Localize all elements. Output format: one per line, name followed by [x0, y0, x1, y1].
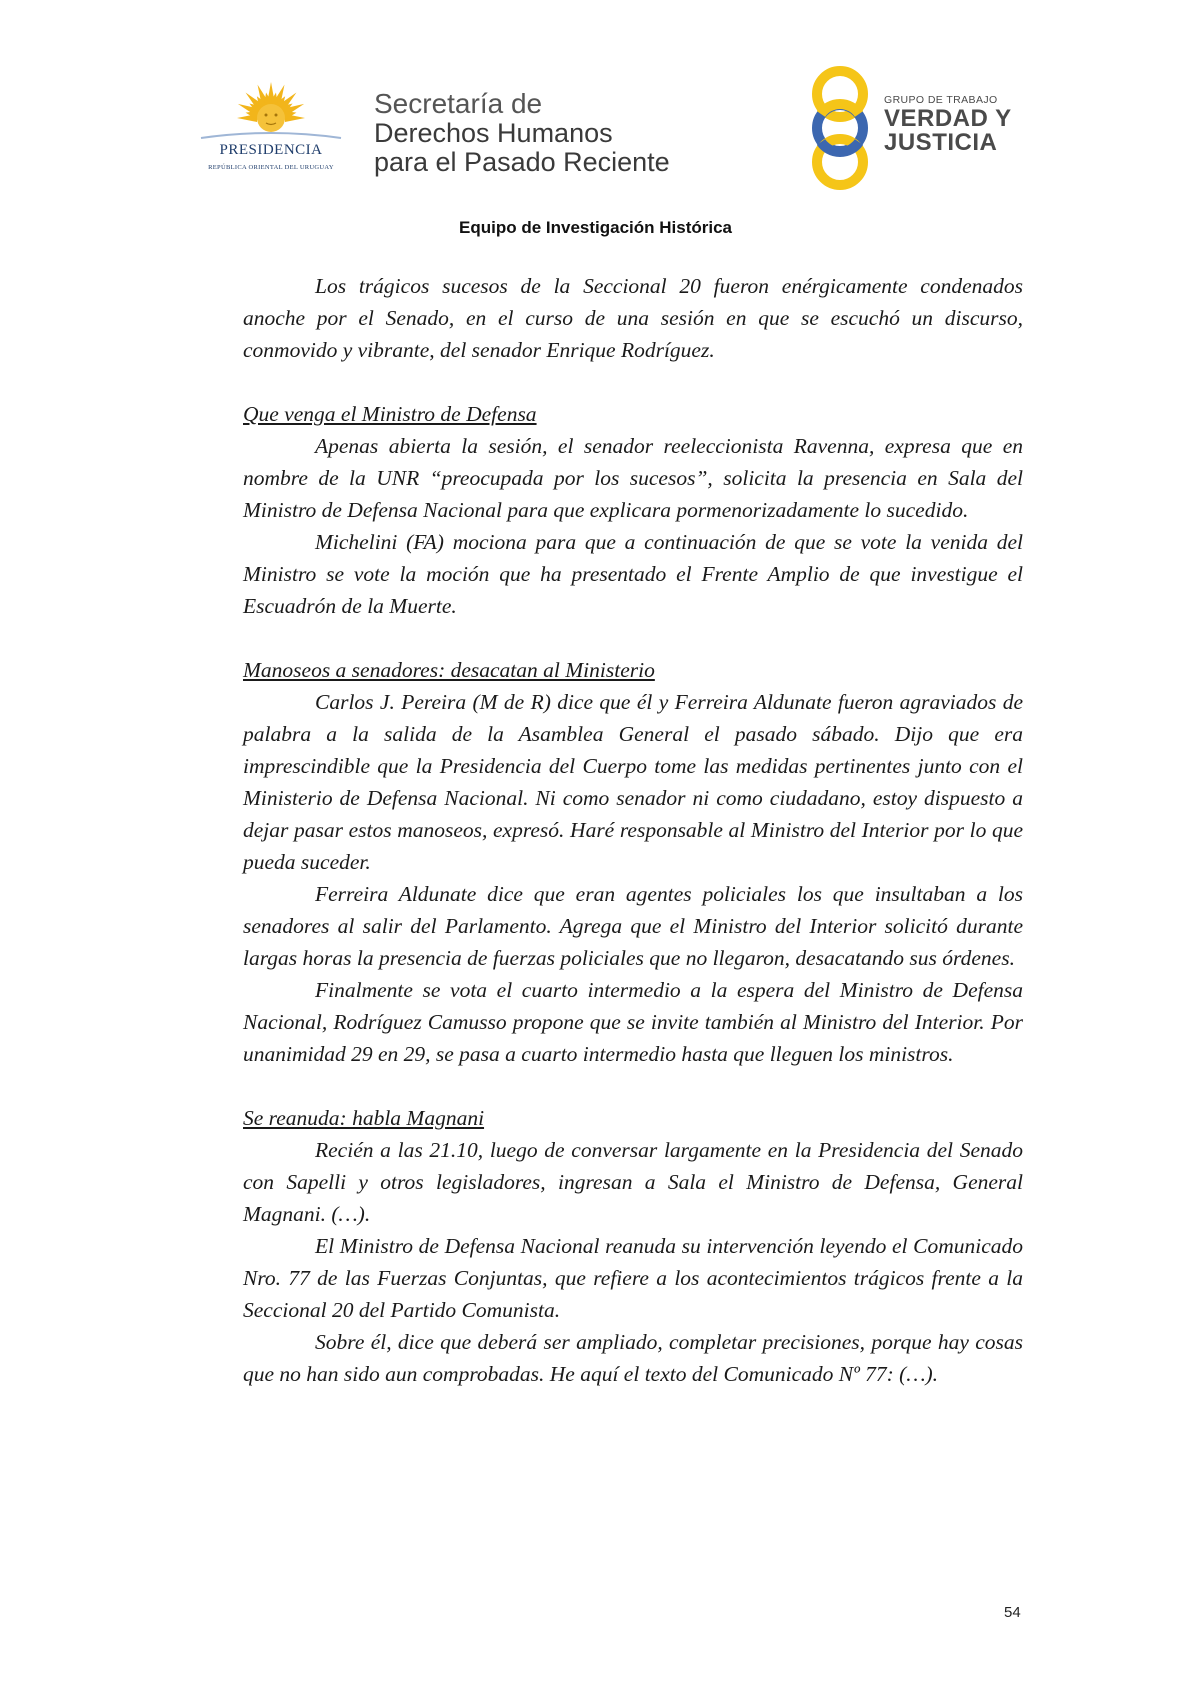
paragraph-gap	[243, 1070, 1023, 1102]
paragraph-4: Carlos J. Pereira (M de R) dice que él y Ferreira Aldunate fueron agraviados de palabra a la salida de la Asamblea General el pasado sábado. Dijo que era imprescindible que la Presidencia del Cuerpo tome las medidas pertinentes junto con el Ministerio de Defensa Nacional. Ni como senador ni como ciudadano, estoy dispuesto a dejar pasar estos manoseos, expresó. Haré responsable al Ministro del Interior por lo que pueda suceder.	[243, 690, 1023, 874]
presidencia-wordmark: PRESIDENCIA	[219, 142, 323, 158]
subheading-ministro-defensa: Que venga el Ministro de Defensa	[243, 402, 537, 426]
justicia-label: JUSTICIA	[884, 129, 998, 156]
paragraph-8: El Ministro de Defensa Nacional reanuda su intervención leyendo el Comunicado Nro. 77 de las Fuerzas Conjuntas, que refiere a los acontecimientos trágicos frente a la Seccional 20 del Partido Comunista.	[243, 1234, 1023, 1322]
interlocked-rings-icon	[808, 62, 888, 192]
paragraph-gap	[243, 366, 1023, 398]
paragraph-2: Apenas abierta la sesión, el senador reeleccionista Ravenna, expresa que en nombre de la UNR “preocupada por los sucesos”, solicita la presencia en Sala del Ministro de Defensa Nacional para que explicara pormenorizadamente lo sucedido.	[243, 434, 1023, 522]
secretaria-logo	[374, 88, 714, 177]
document-body	[243, 270, 1023, 1390]
secretaria-line-3: para el Pasado Reciente	[374, 147, 670, 177]
secretaria-line-2: Derechos Humanos	[374, 118, 613, 148]
verdad-y-label: VERDAD Y	[884, 105, 1012, 132]
paragraph-5: Ferreira Aldunate dice que eran agentes policiales los que insultaban a los senadores al salir del Parlamento. Agrega que el Ministro del Interior solicitó durante largas horas la presencia de fuerzas policiales que no llegaron, desacatando sus órdenes.	[243, 882, 1023, 970]
paragraph-7: Recién a las 21.10, luego de conversar largamente en la Presidencia del Senado con Sapelli y otros legisladores, ingresan a Sala el Ministro de Defensa, General Magnani. (…).	[243, 1138, 1023, 1226]
page-header	[0, 0, 1191, 200]
verdad-justicia-text	[884, 94, 1012, 155]
grupo-de-trabajo-label: GRUPO DE TRABAJO	[884, 94, 998, 106]
paragraph-6: Finalmente se vota el cuarto intermedio a la espera del Ministro de Defensa Nacional, Rodríguez Camusso propone que se invite también al Ministro del Interior. Por unanimidad 29 en 29, se pasa a cuarto intermedio hasta que lleguen los ministros.	[243, 978, 1023, 1066]
subheading-manoseos: Manoseos a senadores: desacatan al Ministerio	[243, 658, 655, 682]
paragraph-9: Sobre él, dice que deberá ser ampliado, completar precisiones, porque hay cosas que no han sido aun comprobadas. He aquí el texto del Comunicado Nº 77: (…).	[243, 1330, 1023, 1386]
team-title: Equipo de Investigación Histórica	[459, 218, 732, 237]
page-number: 54	[1004, 1604, 1021, 1621]
presidencia-logo	[196, 80, 346, 180]
paragraph-3: Michelini (FA) mociona para que a continuación de que se vote la venida del Ministro se vote la moción que ha presentado el Frente Amplio de que investigue el Escuadrón de la Muerte.	[243, 530, 1023, 618]
presidencia-subtitle: REPÚBLICA ORIENTAL DEL URUGUAY	[208, 164, 334, 171]
paragraph-1: Los trágicos sucesos de la Seccional 20 fueron enérgicamente condenados anoche por el Senado, en el curso de una sesión en que se escuchó un discurso, conmovido y vibrante, del senador Enrique Rodríguez.	[243, 274, 1023, 362]
subheading-se-reanuda: Se reanuda: habla Magnani	[243, 1106, 485, 1130]
paragraph-gap	[243, 622, 1023, 654]
sun-emblem-icon	[196, 80, 346, 150]
secretaria-line-1: Secretaría de	[374, 88, 543, 119]
